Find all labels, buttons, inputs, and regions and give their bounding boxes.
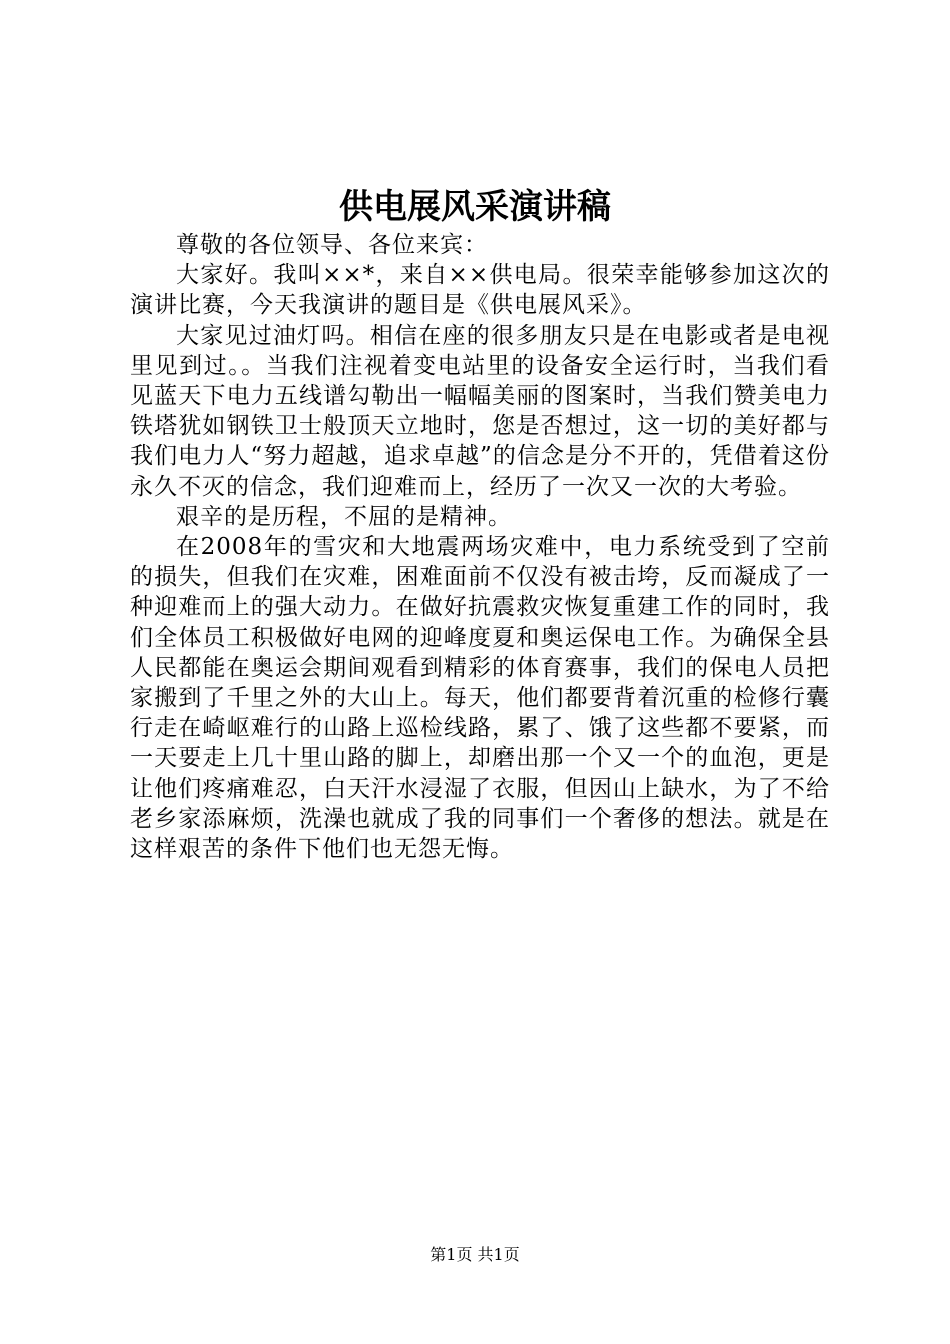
document-title: 供电展风采演讲稿	[339, 187, 611, 227]
oil-lamp-paragraph: 大家见过油灯吗。相信在座的很多朋友只是在电影或者是电视里见到过。。当我们注视着变电站里的设备安全运行时，当我们看见蓝天下电力五线谱勾勒出一幅幅美丽的图案时，当我们赞美电力铁塔犹如钢铁卫士般顶天立地时，您是否想过，这一切的美好都与我们电力人“努力超越，追求卓越”的信念是分不开的，凭借着这份永久不灭的信念，我们迎难而上，经历了一次又一次的大考验。	[130, 322, 830, 500]
salutation-paragraph: 尊敬的各位领导、各位来宾：	[176, 232, 488, 258]
document-body	[130, 230, 830, 864]
page-footer: 第1页 共1页	[430, 1245, 520, 1264]
disaster-paragraph: 在2008年的雪灾和大地震两场灾难中，电力系统受到了空前的损失，但我们在灾难，困难面前不仅没有被击垮，反而凝成了一种迎难而上的强大动力。在做好抗震救灾恢复重建工作的同时，我们全体员工积极做好电网的迎峰度夏和奥运保电工作。为确保全县人民都能在奥运会期间观看到精彩的体育赛事，我们的保电人员把家搬到了千里之外的大山上。每天，他们都要背着沉重的检修行囊行走在崎岖难行的山路上巡检线路，累了、饿了这些都不要紧，而一天要走上几十里山路的脚上，却磨出那一个又一个的血泡，更是让他们疼痛难忍，白天汗水浸湿了衣服，但因山上缺水，为了不给老乡家添麻烦，洗澡也就成了我的同事们一个奢侈的想法。就是在这样艰苦的条件下他们也无怨无悔。	[130, 534, 830, 863]
introduction-paragraph: 大家好。我叫××*，来自××供电局。很荣幸能够参加这次的演讲比赛，今天我演讲的题目是《供电展风采》。	[130, 262, 830, 319]
hardship-paragraph: 艰辛的是历程，不屈的是精神。	[176, 503, 512, 530]
